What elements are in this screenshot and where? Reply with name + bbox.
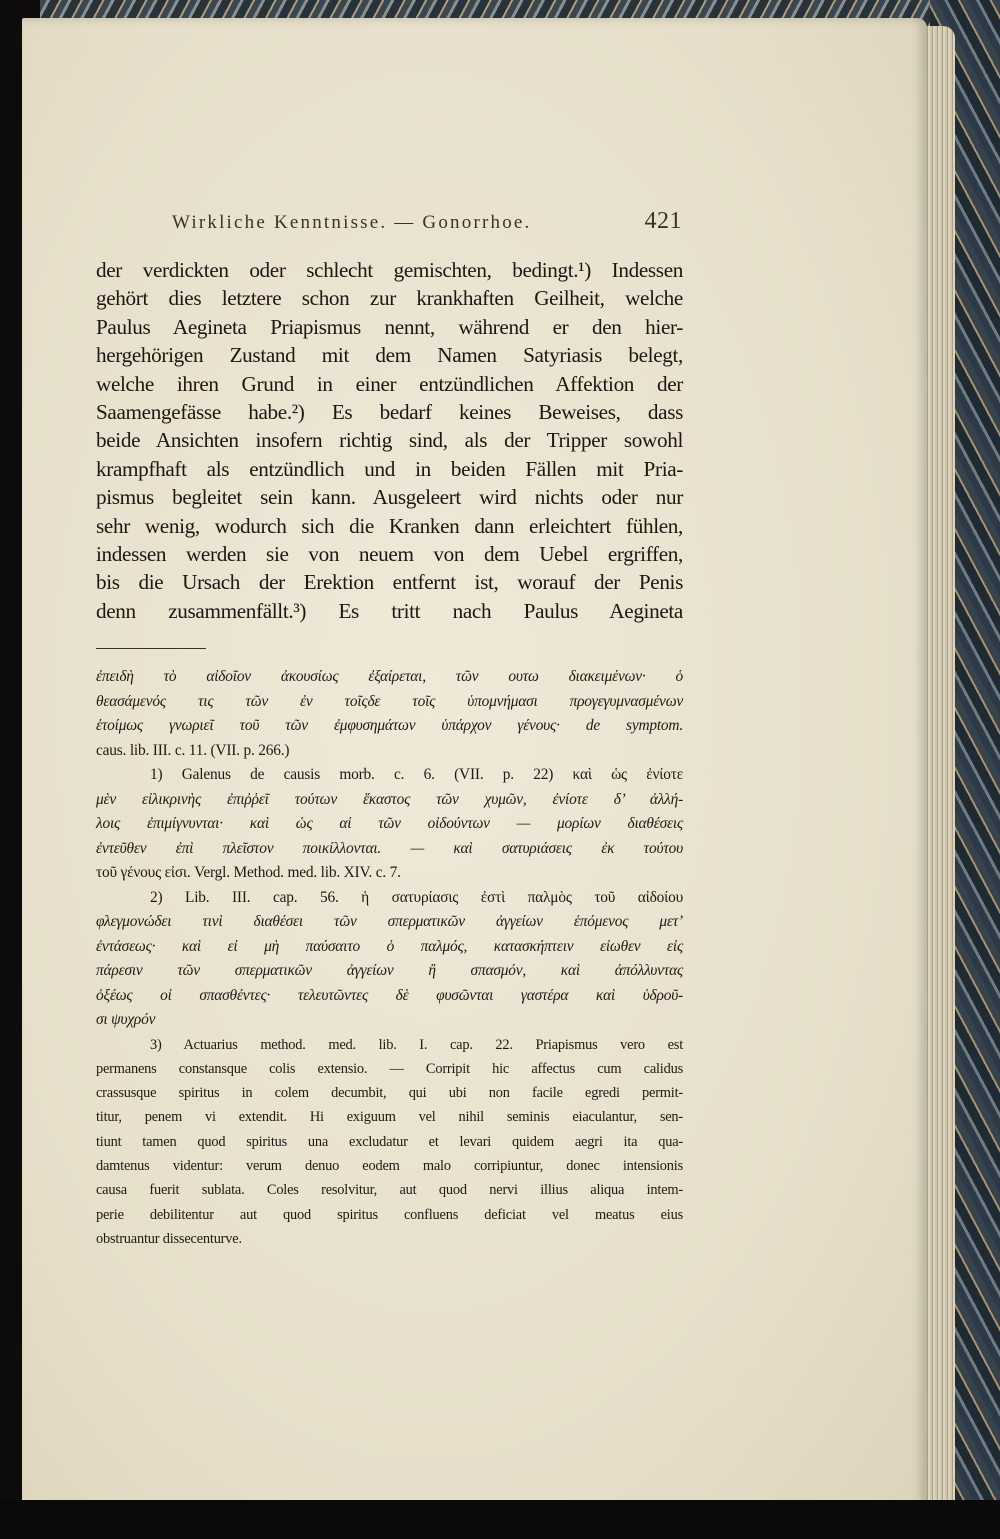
footnote-line: 3) Actuarius method. med. lib. I. cap. 22. Priapismus vero est: [150, 1036, 683, 1053]
footnote-line: ἐπειδὴ τὸ αἰδοῖον ἀκουσίως ἐξαίρεται, τῶν ουτω διακειμένων· ὁ: [96, 668, 683, 685]
body-line: gehört dies letztere schon zur krankhaften Geilheit, welche: [96, 286, 683, 311]
body-line: denn zusammenfällt.³) Es tritt nach Paulus Aegineta: [96, 598, 683, 623]
footnote-line: πάρεσιν τῶν σπερματικῶν ἀγγείων ἢ σπασμόν, καὶ ἀπόλλυντας: [96, 962, 683, 979]
body-line: Saamengefässe habe.²) Es bedarf keines Beweises, dass: [96, 399, 683, 424]
footnote-line: 2) Lib. III. cap. 56. ἡ σατυρίασις ἐστὶ παλμὸς τοῦ αἰδοίου: [150, 888, 683, 906]
body-line: indessen werden sie von neuem von dem Uebel ergriffen,: [96, 541, 683, 566]
footnote-line: caus. lib. III. c. 11. (VII. p. 266.): [96, 741, 290, 759]
footnote-line: λοις ἐπιμίγνυνται· καὶ ὡς αἱ τῶν οἰδούντων — μορίων διαθέσεις: [96, 815, 683, 832]
body-line: krampfhaft als entzündlich und in beiden Fällen mit Pria-: [96, 456, 683, 481]
main-text-block: [96, 256, 683, 625]
body-line: pismus begleitet sein kann. Ausgeleert wird nichts oder nur: [96, 485, 683, 510]
footnote-line: φλεγμονώδει τινὶ διαθέσει τῶν σπερματικῶν ἀγγείων ἑπόμενος μετ’: [96, 913, 683, 930]
footnote-1: [96, 763, 683, 886]
footnote-line: μὲν εἰλικρινὴς ἐπιῤῥεῖ τούτων ἕκαστος τῶν χυμῶν, ἐνίοτε δ’ ἀλλή-: [96, 790, 683, 808]
body-line: bis die Ursach der Erektion entfernt ist, worauf der Penis: [96, 570, 683, 595]
running-header: [172, 206, 682, 242]
footnote-line: obstruantur dissecenturve.: [96, 1230, 242, 1247]
footnote-line: titur, penem vi extendit. Hi exiguum vel nihil seminis eiaculantur, sen-: [96, 1109, 683, 1126]
footnote-line: ἐντάσεως· καὶ εἰ μὴ παύσαιτο ὁ παλμός, κατασκήπτειν εἰωθεν εἰς: [96, 937, 683, 955]
footnote-line: τοῦ γένους εἰσι. Vergl. Method. med. lib. XIV. c. 7.: [96, 864, 401, 881]
footnotes-block: [96, 665, 683, 1251]
body-line: sehr wenig, wodurch sich die Kranken dann erleichtert fühlen,: [96, 513, 683, 538]
footnote-line: causa fuerit sublata. Coles resolvitur, aut quod nervi illius aliqua intem-: [96, 1182, 683, 1199]
body-line: welche ihren Grund in einer entzündlichen Affektion der: [96, 371, 683, 396]
footnote-line: σι ψυχρόν: [96, 1011, 156, 1028]
footnote-line: ἑτοίμως γνωριεῖ τοῦ τῶν ἐμφυσημάτων ὑπάρχον γένους· de symptom.: [96, 717, 683, 734]
footnote-separator: [96, 648, 206, 649]
footnote-3: [96, 1033, 683, 1252]
footnote-2: [96, 886, 683, 1033]
footnote-line: ἐντεῦθεν ἐπὶ πλεῖστον ποικίλλονται. — καὶ σατυριάσεις ἐκ τούτου: [96, 839, 683, 857]
footnote-line: θεασάμενός τις τῶν ἐν τοῖςδε τοῖς ὑπομνήμασι προγεγυμνασμένων: [96, 692, 683, 710]
body-line: beide Ansichten insofern richtig sind, als der Tripper sowohl: [96, 428, 683, 453]
footnote-line: tiunt tamen quod spiritus una excludatur et levari quidem aegri ita qua-: [96, 1133, 683, 1150]
footnote-line: ὀξέως οἱ σπασθέντες· τελευτῶντες δὲ φυσῶνται γαστέρα καὶ ὑδροῦ-: [96, 986, 683, 1004]
page-number: 421: [644, 208, 682, 234]
footnote-line: permanens constansque colis extensio. — Corripit hic affectus cum calidus: [96, 1060, 683, 1077]
running-title: Wirkliche Kenntnisse. — Gonorrhoe.: [172, 212, 532, 233]
scan-background: [0, 1500, 1000, 1539]
footnote-line: 1) Galenus de causis morb. c. 6. (VII. p. 22) καὶ ὡς ἐνίοτε: [150, 766, 683, 783]
footnote-continuation: [96, 665, 683, 763]
footnote-line: crassusque spiritus in colem decumbit, qui ubi non facile egredi permit-: [96, 1085, 683, 1102]
footnote-line: perie debilitentur aut quod spiritus confluens deficiat vel meatus eius: [96, 1206, 683, 1223]
body-line: hergehörigen Zustand mit dem Namen Satyriasis belegt,: [96, 343, 683, 368]
footnote-line: damtenus videntur: verum denuo eodem malo corripiuntur, donec intensionis: [96, 1157, 683, 1174]
body-line: der verdickten oder schlecht gemischten, bedingt.¹) Indessen: [96, 258, 683, 282]
body-line: Paulus Aegineta Priapismus nennt, während er den hier-: [96, 314, 683, 339]
